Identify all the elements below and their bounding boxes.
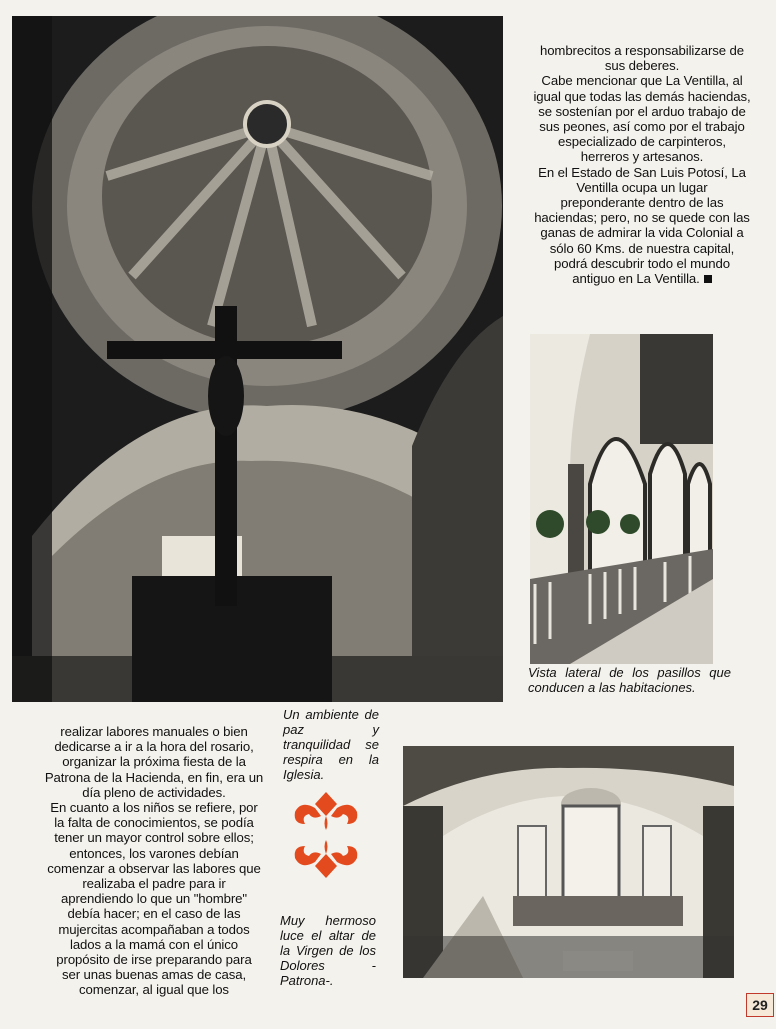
text-line: podrá descubrir todo el mundo	[554, 255, 730, 271]
text-line: ser unas buenas amas de casa,	[61, 967, 247, 983]
text-line: sus deberes.	[604, 58, 680, 74]
altar-caption: Muy hermoso luce el altar de la Virgen de los Dolores -Patrona-.	[280, 913, 376, 988]
text-line: Cabe mencionar que La Ventilla, al	[541, 73, 743, 89]
text-line: realizaba el padre para ir	[82, 876, 226, 892]
end-of-article-square-icon	[704, 275, 712, 283]
text-line: antiguo en La Ventilla.	[572, 271, 700, 287]
text-line: preponderante dentro de las	[560, 195, 724, 211]
text-line: dedicarse a ir a la hora del rosario,	[54, 739, 254, 755]
text-line-last	[528, 271, 756, 286]
article-column-bottom	[40, 724, 268, 998]
text-line: la falta de conocimientos, se podía	[54, 815, 254, 831]
corridor-caption: Vista lateral de los pasillos que conducen a las habitaciones.	[528, 665, 731, 695]
text-line: ganas de admirar la vida Colonial a	[540, 225, 744, 241]
church-caption: Un ambiente de paz y tranquilidad se respira en la Iglesia.	[283, 707, 379, 782]
text-line: herreros y artesanos.	[580, 149, 704, 165]
altar-photo	[403, 746, 734, 978]
text-line: Patrona de la Hacienda, en fin, era un	[44, 769, 264, 785]
text-line: comenzar, al igual que los	[79, 982, 229, 998]
article-column-top	[528, 43, 756, 286]
text-line: comenzar a observar las labores que	[47, 860, 261, 876]
text-line: día pleno de actividades.	[82, 784, 226, 800]
text-line: organizar la próxima fiesta de la	[62, 754, 246, 770]
dome-photo	[12, 16, 503, 702]
text-line: sus peones, así como por el trabajo	[539, 119, 745, 135]
red-floral-ornament-icon	[291, 790, 361, 880]
text-line: mujercitas acompañaban a todos	[58, 921, 250, 937]
text-line: propósito de irse preparando para	[56, 952, 252, 968]
page-number: 29	[746, 993, 774, 1017]
text-line: tener un mayor control sobre ellos;	[54, 830, 254, 846]
text-line: realizar labores manuales o bien	[60, 724, 248, 739]
text-line: haciendas; pero, no se quede con las	[534, 210, 750, 226]
text-line: aprendiendo lo que un "hombre"	[61, 891, 247, 907]
text-line: debía hacer; en el caso de las	[67, 906, 241, 922]
text-line: En cuanto a los niños se refiere, por	[50, 800, 258, 816]
text-line: En el Estado de San Luis Potosí, La	[538, 164, 746, 180]
text-line: entonces, los varones debían	[69, 845, 239, 861]
corridor-photo	[530, 334, 713, 664]
text-line: hombrecitos a responsabilizarse de	[539, 43, 745, 58]
text-line: especializado de carpinteros,	[558, 134, 726, 150]
text-line: se sostenían por el arduo trabajo de	[538, 103, 746, 119]
text-line: igual que todas las demás haciendas,	[533, 88, 751, 104]
text-line: Ventilla ocupa un lugar	[576, 179, 708, 195]
text-line: lados a la mamá con el único	[69, 936, 238, 952]
text-line: sólo 60 Kms. de nuestra capital,	[549, 240, 735, 256]
